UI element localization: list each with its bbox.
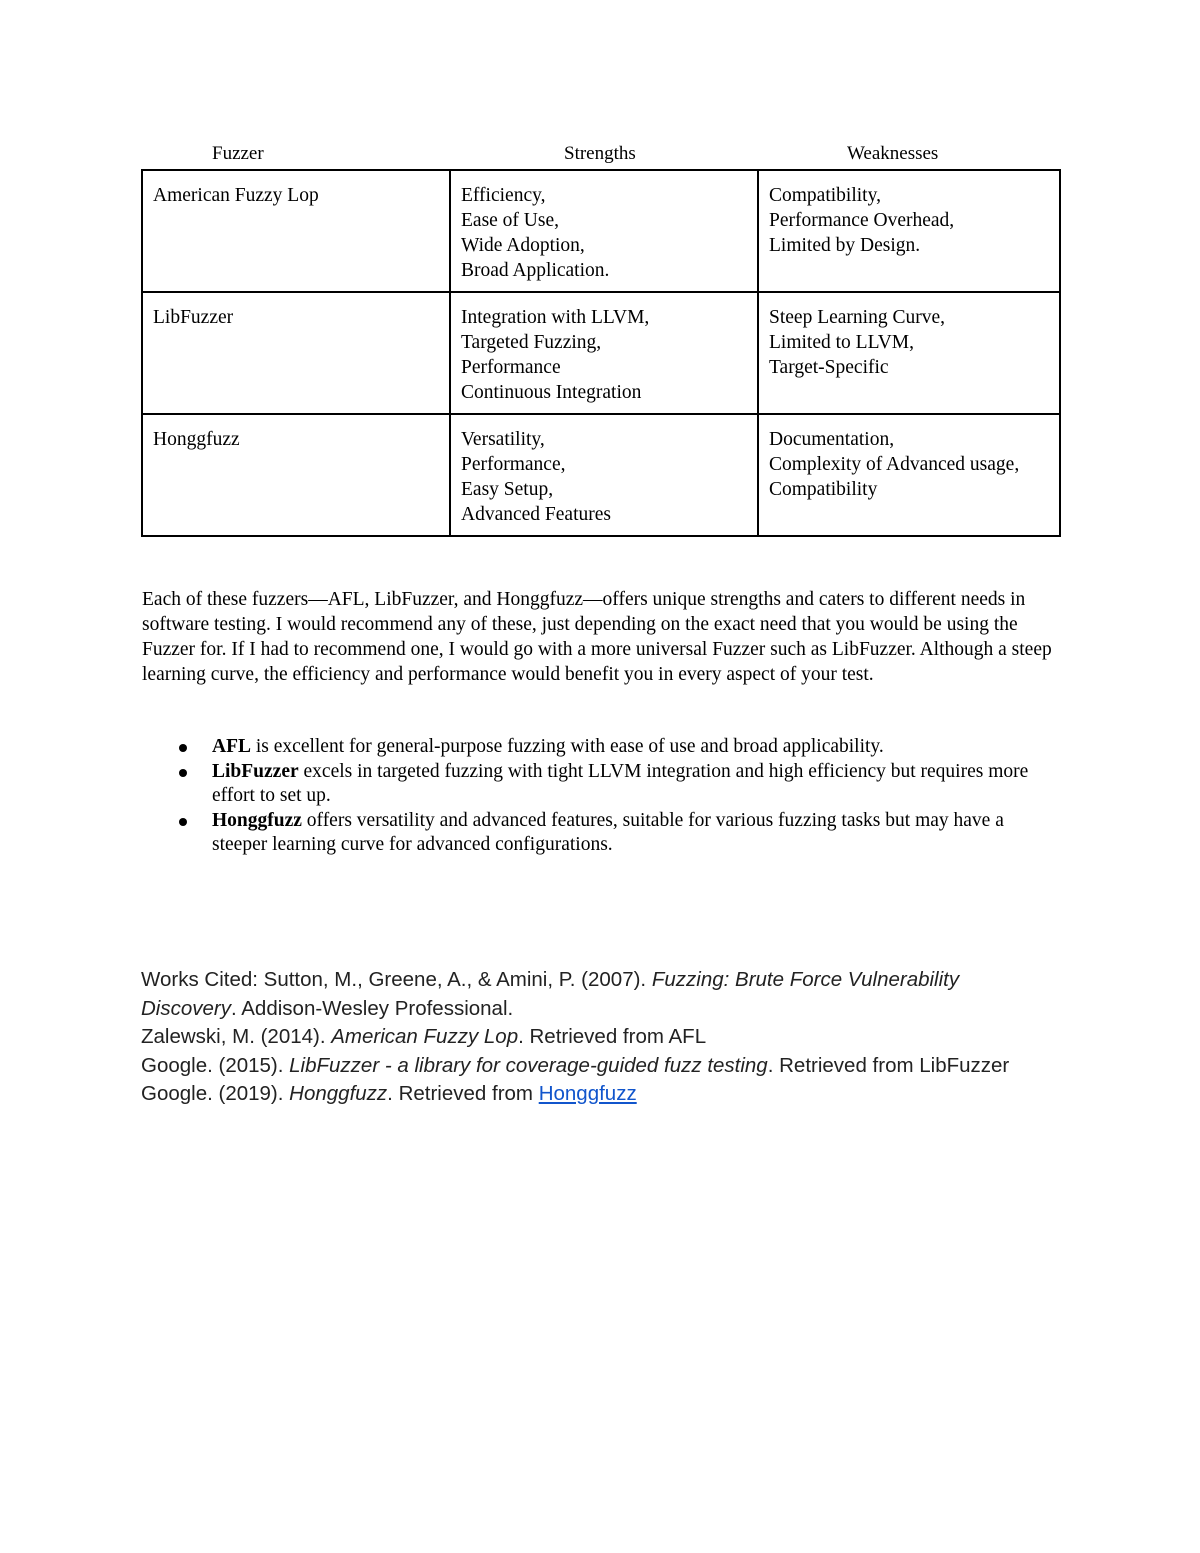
list-item: AFL is excellent for general-purpose fuzzing with ease of use and broad applicability. (142, 735, 1042, 760)
fuzzer-comparison-table (141, 169, 1061, 537)
list-item: LibFuzzer excels in targeted fuzzing with tight LLVM integration and high efficiency but requires more effort to set up. (142, 760, 1042, 809)
works-cited (141, 966, 1081, 1109)
fuzzer-name-cell: American Fuzzy Lop (142, 170, 450, 292)
bullet-icon (179, 769, 187, 777)
header-fuzzer: Fuzzer (212, 143, 264, 164)
citation-sutton-cont: Discovery. Addison-Wesley Professional. (141, 996, 514, 1020)
weaknesses-cell: Steep Learning Curve, Limited to LLVM, Target-Specific (758, 292, 1060, 414)
strengths-cell: Versatility, Performance, Easy Setup, Advanced Features (450, 414, 758, 536)
bullet-icon (179, 744, 187, 752)
summary-paragraph: Each of these fuzzers—AFL, LibFuzzer, and Honggfuzz—offers unique strengths and caters to different needs in software testing. I would recommend any of these, just depending on the exact need that you would be using the Fuzzer for. If I had to recommend one, I would go with a more universal Fuzzer such as LibFuzzer. Although a steep learning curve, the efficiency and performance would benefit you in every aspect of your test. (142, 589, 1052, 685)
table-row (142, 414, 1060, 536)
table-row (142, 170, 1060, 292)
bullet-list (142, 735, 1042, 858)
fuzzer-name-cell: LibFuzzer (142, 292, 450, 414)
citation-sutton: Works Cited: Sutton, M., Greene, A., & Amini, P. (2007). Fuzzing: Brute Force Vulnerability (141, 968, 960, 991)
citation-honggfuzz: Google. (2019). Honggfuzz. Retrieved from Honggfuzz (141, 1082, 637, 1105)
citation-libfuzzer: Google. (2015). LibFuzzer - a library for coverage-guided fuzz testing. Retrieved from LibFuzzer (141, 1053, 1010, 1077)
strengths-cell: Efficiency, Ease of Use, Wide Adoption, Broad Application. (450, 170, 758, 292)
fuzzer-name-cell: Honggfuzz (142, 414, 450, 536)
weaknesses-cell: Documentation, Complexity of Advanced usage, Compatibility (758, 414, 1060, 536)
list-item: Honggfuzz offers versatility and advanced features, suitable for various fuzzing tasks but may have a steeper learning curve for advanced configurations. (142, 809, 1042, 858)
weaknesses-cell: Compatibility, Performance Overhead, Limited by Design. (758, 170, 1060, 292)
strengths-cell: Integration with LLVM, Targeted Fuzzing, Performance Continuous Integration (450, 292, 758, 414)
header-strengths: Strengths (564, 143, 636, 164)
table-header-row (142, 142, 1060, 168)
header-weaknesses: Weaknesses (847, 143, 939, 164)
honggfuzz-link[interactable]: Honggfuzz (538, 1082, 637, 1105)
table-row (142, 292, 1060, 414)
citation-zalewski: Zalewski, M. (2014). American Fuzzy Lop. Retrieved from AFL (141, 1025, 707, 1048)
bullet-icon (179, 818, 187, 826)
